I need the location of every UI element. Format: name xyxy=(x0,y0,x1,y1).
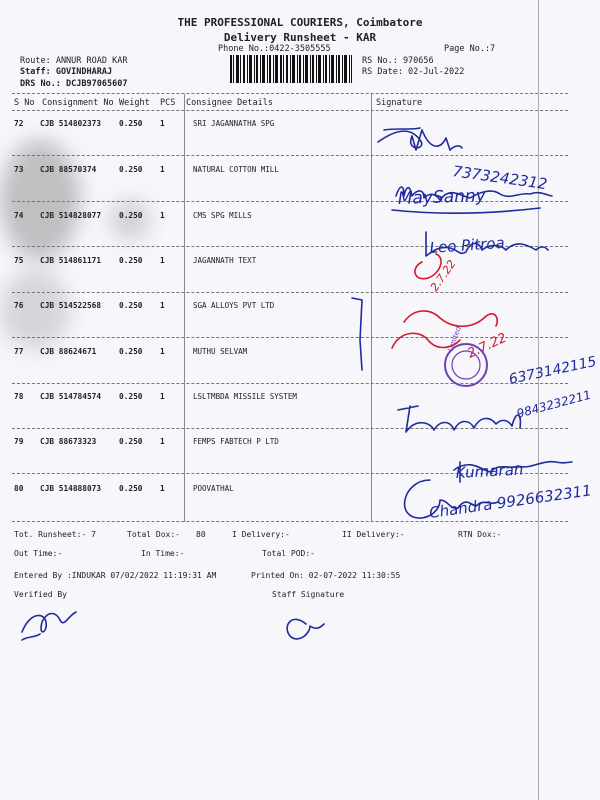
row-pcs: 1 xyxy=(160,484,165,493)
row-consignment: CJB 88673323 xyxy=(40,437,97,446)
row-weight: 0.250 xyxy=(119,301,143,310)
ii-delivery: II Delivery:- xyxy=(342,530,405,539)
total-dox-value: 80 xyxy=(196,530,206,539)
page-number: Page No.:7 xyxy=(444,44,496,54)
row-consignee: LSLTMBDA MISSILE SYSTEM xyxy=(193,392,297,401)
row-pcs: 1 xyxy=(160,211,165,220)
row-consignment: CJB 514802373 xyxy=(40,119,102,128)
svg-text:Leo Pitroa: Leo Pitroa xyxy=(429,233,506,257)
company-name: THE PROFESSIONAL COURIERS, Coimbatore xyxy=(177,16,423,29)
col-weight: Weight xyxy=(119,98,150,108)
signature-row-72 xyxy=(378,130,462,150)
verified-by-label: Verified By xyxy=(14,590,67,599)
signature-row-76 xyxy=(404,311,497,326)
total-runsheet: Tot. Runsheet:- 7 xyxy=(14,530,96,539)
row-sno: 78 xyxy=(14,392,24,401)
svg-text:9843232211: 9843232211 xyxy=(515,387,593,421)
svg-text:6373142115: 6373142115 xyxy=(507,353,598,388)
row-pcs: 1 xyxy=(160,119,165,128)
svg-text:7373242312: 7373242312 xyxy=(451,162,549,194)
row-sno: 73 xyxy=(14,165,24,174)
svg-text:Kumaran: Kumaran xyxy=(455,460,524,482)
col-sno: S No xyxy=(14,98,35,108)
row-pcs: 1 xyxy=(160,165,165,174)
row-consignee: SRI JAGANNATHA SPG xyxy=(193,119,275,128)
row-weight: 0.250 xyxy=(119,347,143,356)
row-consignee: NATURAL COTTON MILL xyxy=(193,165,279,174)
row-consignment: CJB 514828077 xyxy=(40,211,102,220)
in-time: In Time:- xyxy=(141,549,185,558)
col-consignment: Consignment No xyxy=(42,98,114,108)
staff-signature xyxy=(287,619,324,639)
svg-text:2.7.22: 2.7.22 xyxy=(465,330,510,362)
drs-number: DRS No.: DCJB97065607 xyxy=(20,79,128,89)
row-consignment: CJB 88624671 xyxy=(40,347,97,356)
signature-row-78 xyxy=(398,406,520,432)
row-consignee: SGA ALLOYS PVT LTD xyxy=(193,301,275,310)
row-weight: 0.250 xyxy=(119,211,143,220)
svg-text:MaySanny: MaySanny xyxy=(397,185,487,209)
total-dox-label: Total Dox:- xyxy=(127,530,180,539)
out-time: Out Time:- xyxy=(14,549,63,558)
row-consignment: CJB 514861171 xyxy=(40,256,102,265)
row-weight: 0.250 xyxy=(119,392,143,401)
row-sno: 76 xyxy=(14,301,24,310)
col-signature: Signature xyxy=(376,98,423,108)
row-pcs: 1 xyxy=(160,256,165,265)
staff-signature-label: Staff Signature xyxy=(272,590,345,599)
row-sno: 75 xyxy=(14,256,24,265)
row-sno: 79 xyxy=(14,437,24,446)
row-pcs: 1 xyxy=(160,347,165,356)
row-consignee: POOVATHAL xyxy=(193,484,234,493)
col-consignee: Consignee Details xyxy=(186,98,273,108)
rtn-dox: RTN Dox:- xyxy=(458,530,502,539)
row-consignee: FEMPS FABTECH P LTD xyxy=(193,437,279,446)
row-pcs: 1 xyxy=(160,301,165,310)
row-weight: 0.250 xyxy=(119,165,143,174)
phone-number: Phone No.:0422-3505555 xyxy=(218,44,331,54)
row-consignee: JAGANNATH TEXT xyxy=(193,256,257,265)
row-consignment: CJB 514888073 xyxy=(40,484,102,493)
row-pcs: 1 xyxy=(160,437,165,446)
row-weight: 0.250 xyxy=(119,484,143,493)
i-delivery: I Delivery:- xyxy=(232,530,290,539)
row-sno: 72 xyxy=(14,119,24,128)
row-weight: 0.250 xyxy=(119,256,143,265)
rs-number: RS No.: 970656 xyxy=(362,56,434,66)
svg-text:2.7.22: 2.7.22 xyxy=(427,257,459,294)
printed-on: Printed On: 02-07-2022 11:30:55 xyxy=(251,571,401,580)
total-pod: Total POD:- xyxy=(262,549,315,558)
row-consignment: CJB 88570374 xyxy=(40,165,97,174)
row-sno: 80 xyxy=(14,484,24,493)
svg-text:Limited: Limited xyxy=(446,325,463,353)
row-consignment: CJB 514522568 xyxy=(40,301,102,310)
row-sno: 77 xyxy=(14,347,24,356)
rs-date: RS Date: 02-Jul-2022 xyxy=(362,67,465,77)
row-consignee: MUTHU SELVAM xyxy=(193,347,248,356)
verified-signature xyxy=(22,612,76,632)
row-consignee: CMS SPG MILLS xyxy=(193,211,252,220)
entered-by: Entered By :INDUKAR 07/02/2022 11:19:31 AM xyxy=(14,571,217,580)
row-weight: 0.250 xyxy=(119,119,143,128)
row-pcs: 1 xyxy=(160,392,165,401)
row-consignment: CJB 514784574 xyxy=(40,392,102,401)
staff: Staff: GOVINDHARAJ xyxy=(20,67,113,77)
row-sno: 74 xyxy=(14,211,24,220)
row-weight: 0.250 xyxy=(119,437,143,446)
document-title: Delivery Runsheet - KAR xyxy=(223,31,377,44)
route: Route: ANNUR ROAD KAR xyxy=(20,56,128,66)
svg-text:Chandra 9926632311: Chandra 9926632311 xyxy=(428,481,593,522)
col-pcs: PCS xyxy=(160,98,176,108)
